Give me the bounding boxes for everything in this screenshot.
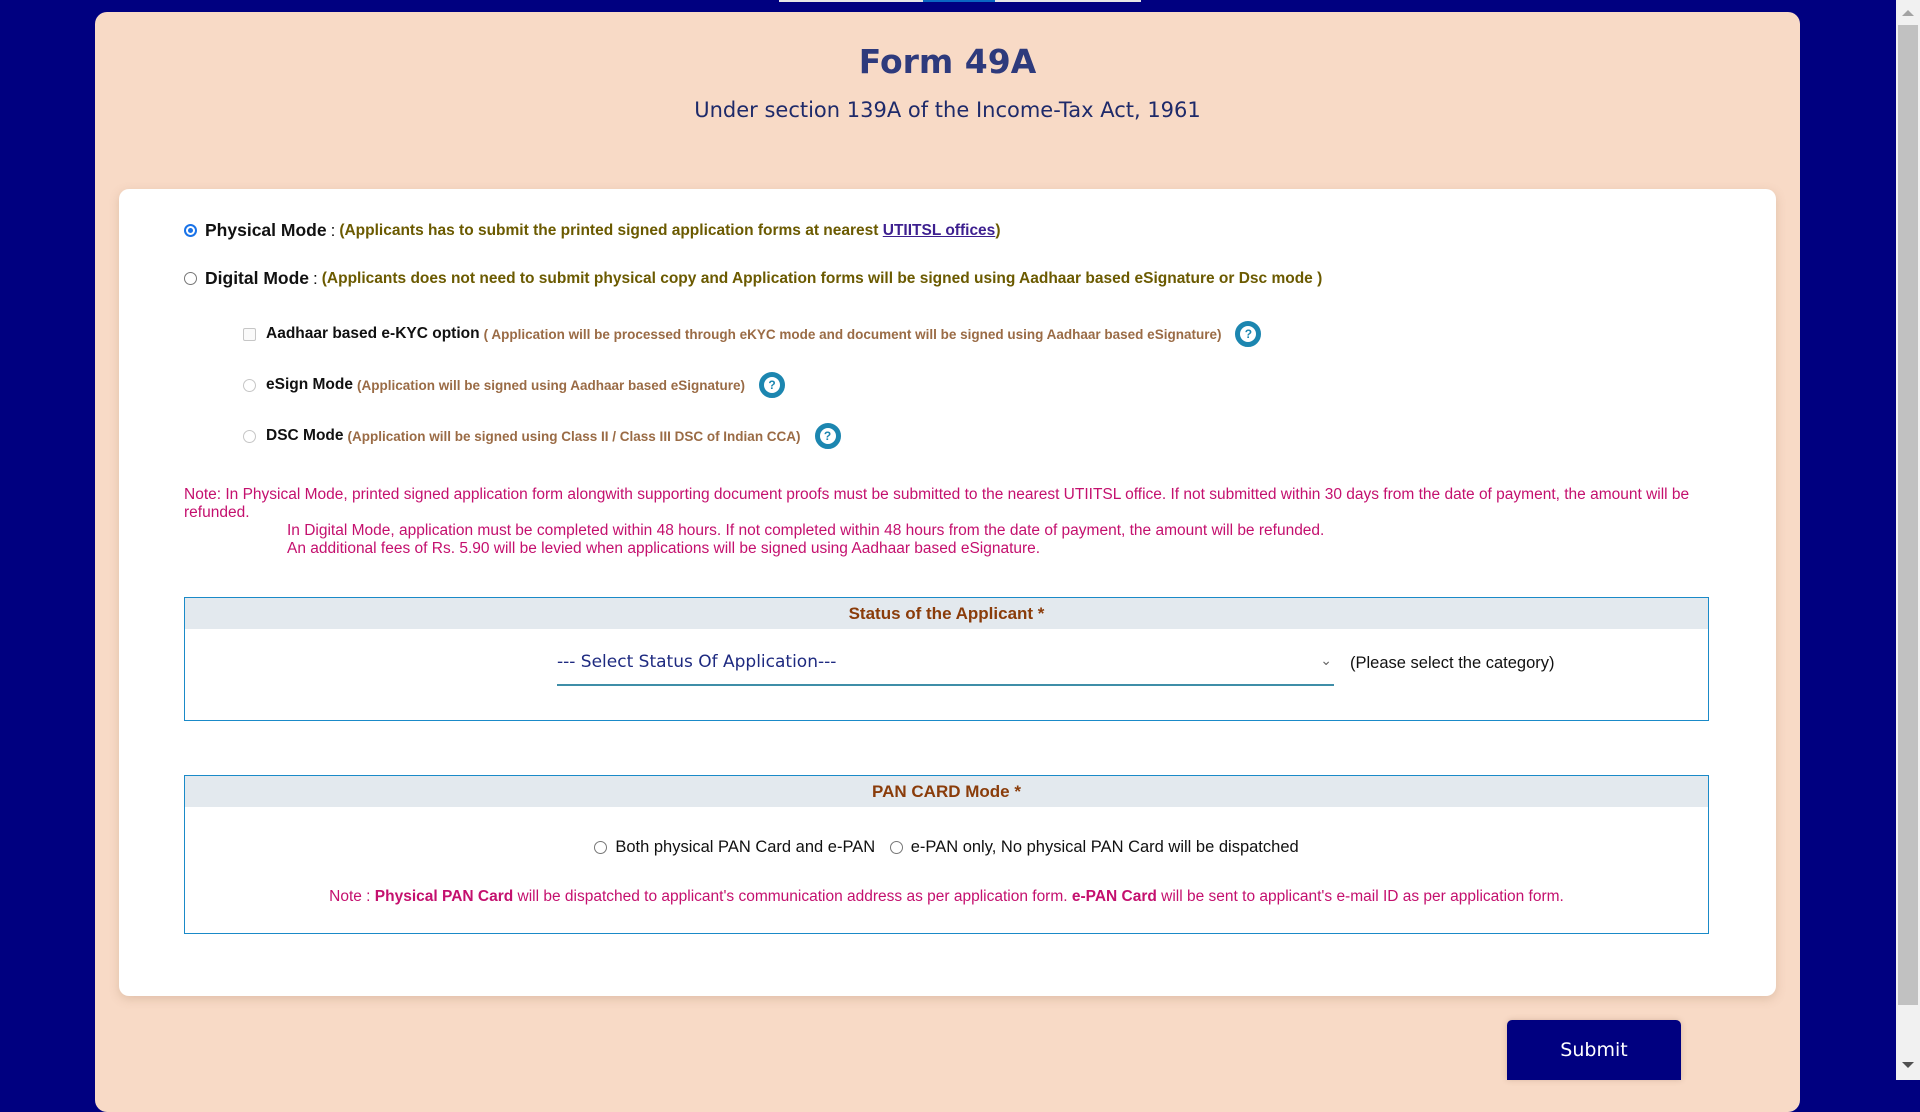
physical-mode-label: Physical Mode [205, 220, 327, 240]
pan-both-label: Both physical PAN Card and e-PAN [615, 838, 876, 856]
help-glyph: ? [1240, 326, 1256, 342]
pan-both-radio[interactable] [594, 841, 607, 854]
dsc-label: DSC Mode [266, 427, 344, 444]
help-glyph: ? [820, 428, 836, 444]
scroll-up-arrow-icon[interactable] [1902, 10, 1914, 16]
page-scrollbar[interactable] [1896, 0, 1920, 1080]
progress-active-segment [923, 0, 995, 2]
digital-mode-label: Digital Mode [205, 268, 310, 288]
utiitsl-offices-link[interactable]: UTIITSL offices [882, 221, 996, 239]
esign-label: eSign Mode [266, 376, 353, 393]
page-title: Form 49A [858, 42, 1037, 81]
page-subtitle: Under section 139A of the Income-Tax Act, 1961 [694, 98, 1201, 122]
pan-mode-options [185, 838, 1708, 859]
esign-option[interactable] [243, 372, 785, 398]
pan-note-prefix: Note : [329, 888, 375, 905]
digital-mode-desc: (Applicants does not need to submit physical copy and Application forms will be signed using Aadhaar based eSignature or Dsc mode ) [321, 269, 1323, 287]
pan-mode-heading: PAN CARD Mode * [185, 776, 1708, 807]
submit-button[interactable]: Submit [1507, 1020, 1681, 1080]
status-hint: (Please select the category) [1350, 654, 1555, 672]
chevron-down-icon: ⌄ [1320, 652, 1332, 668]
note-physical: Note: In Physical Mode, printed signed application form alongwith supporting document proofs must be submitted to the nearest UTIITSL office. If not submitted within 30 days from the date of payment, the amount will be refunded. [184, 486, 1690, 521]
form-panel [95, 12, 1800, 1112]
help-glyph: ? [764, 377, 780, 393]
physical-mode-desc-end: ) [995, 221, 1001, 239]
physical-mode-desc-text: (Applicants has to submit the printed signed application forms at nearest [339, 221, 883, 239]
ekyc-desc: ( Application will be processed through eKYC mode and document will be signed using Aadhaar based eSignature) [483, 326, 1222, 342]
pan-note-physical: Physical PAN Card [374, 888, 514, 905]
digital-mode-option[interactable] [184, 268, 1322, 289]
scroll-thumb[interactable] [1898, 25, 1918, 1005]
pan-note [185, 888, 1708, 906]
ekyc-option[interactable] [243, 321, 1261, 347]
status-heading: Status of the Applicant * [185, 598, 1708, 629]
pan-epan-label: e-PAN only, No physical PAN Card will be dispatched [910, 838, 1299, 856]
form-card [119, 189, 1776, 996]
pan-note-epan: e-PAN Card [1071, 888, 1157, 905]
pan-note-mid: will be dispatched to applicant's communication address as per application form. [513, 888, 1072, 905]
mode-notes [184, 486, 1724, 558]
digital-mode-radio[interactable] [184, 272, 197, 285]
pan-option-epan-only[interactable] [890, 838, 1299, 857]
ekyc-label: Aadhaar based e-KYC option [266, 325, 480, 342]
esign-radio[interactable] [243, 379, 256, 392]
help-icon[interactable] [1235, 321, 1261, 347]
pan-option-both[interactable] [594, 838, 875, 857]
physical-mode-option[interactable] [184, 220, 1000, 241]
dsc-option[interactable] [243, 423, 841, 449]
help-icon[interactable] [759, 372, 785, 398]
help-icon[interactable] [815, 423, 841, 449]
dsc-desc: (Application will be signed using Class II / Class III DSC of Indian CCA) [347, 428, 801, 444]
status-select[interactable] [557, 642, 1334, 686]
colon: : [313, 268, 318, 288]
note-digital: In Digital Mode, application must be completed within 48 hours. If not completed within 48 hours from the date of payment, the amount will be refunded. [287, 522, 1325, 539]
colon: : [330, 220, 336, 240]
pan-epan-radio[interactable] [890, 841, 903, 854]
pan-note-suffix: will be sent to applicant's e-mail ID as per application form. [1156, 888, 1564, 905]
ekyc-checkbox[interactable] [243, 328, 256, 341]
physical-mode-radio[interactable] [184, 224, 197, 237]
dsc-radio[interactable] [243, 430, 256, 443]
status-select-value: --- Select Status Of Application--- [557, 652, 837, 672]
pan-card-mode-section [184, 775, 1709, 934]
physical-mode-desc [339, 222, 1000, 240]
esign-desc: (Application will be signed using Aadhaar based eSignature) [356, 377, 746, 393]
top-progress-strip [779, 0, 1141, 2]
status-of-applicant-section [184, 597, 1709, 721]
note-fees: An additional fees of Rs. 5.90 will be levied when applications will be signed using Aadhaar based eSignature. [287, 540, 1041, 557]
scroll-down-arrow-icon[interactable] [1902, 1062, 1914, 1068]
